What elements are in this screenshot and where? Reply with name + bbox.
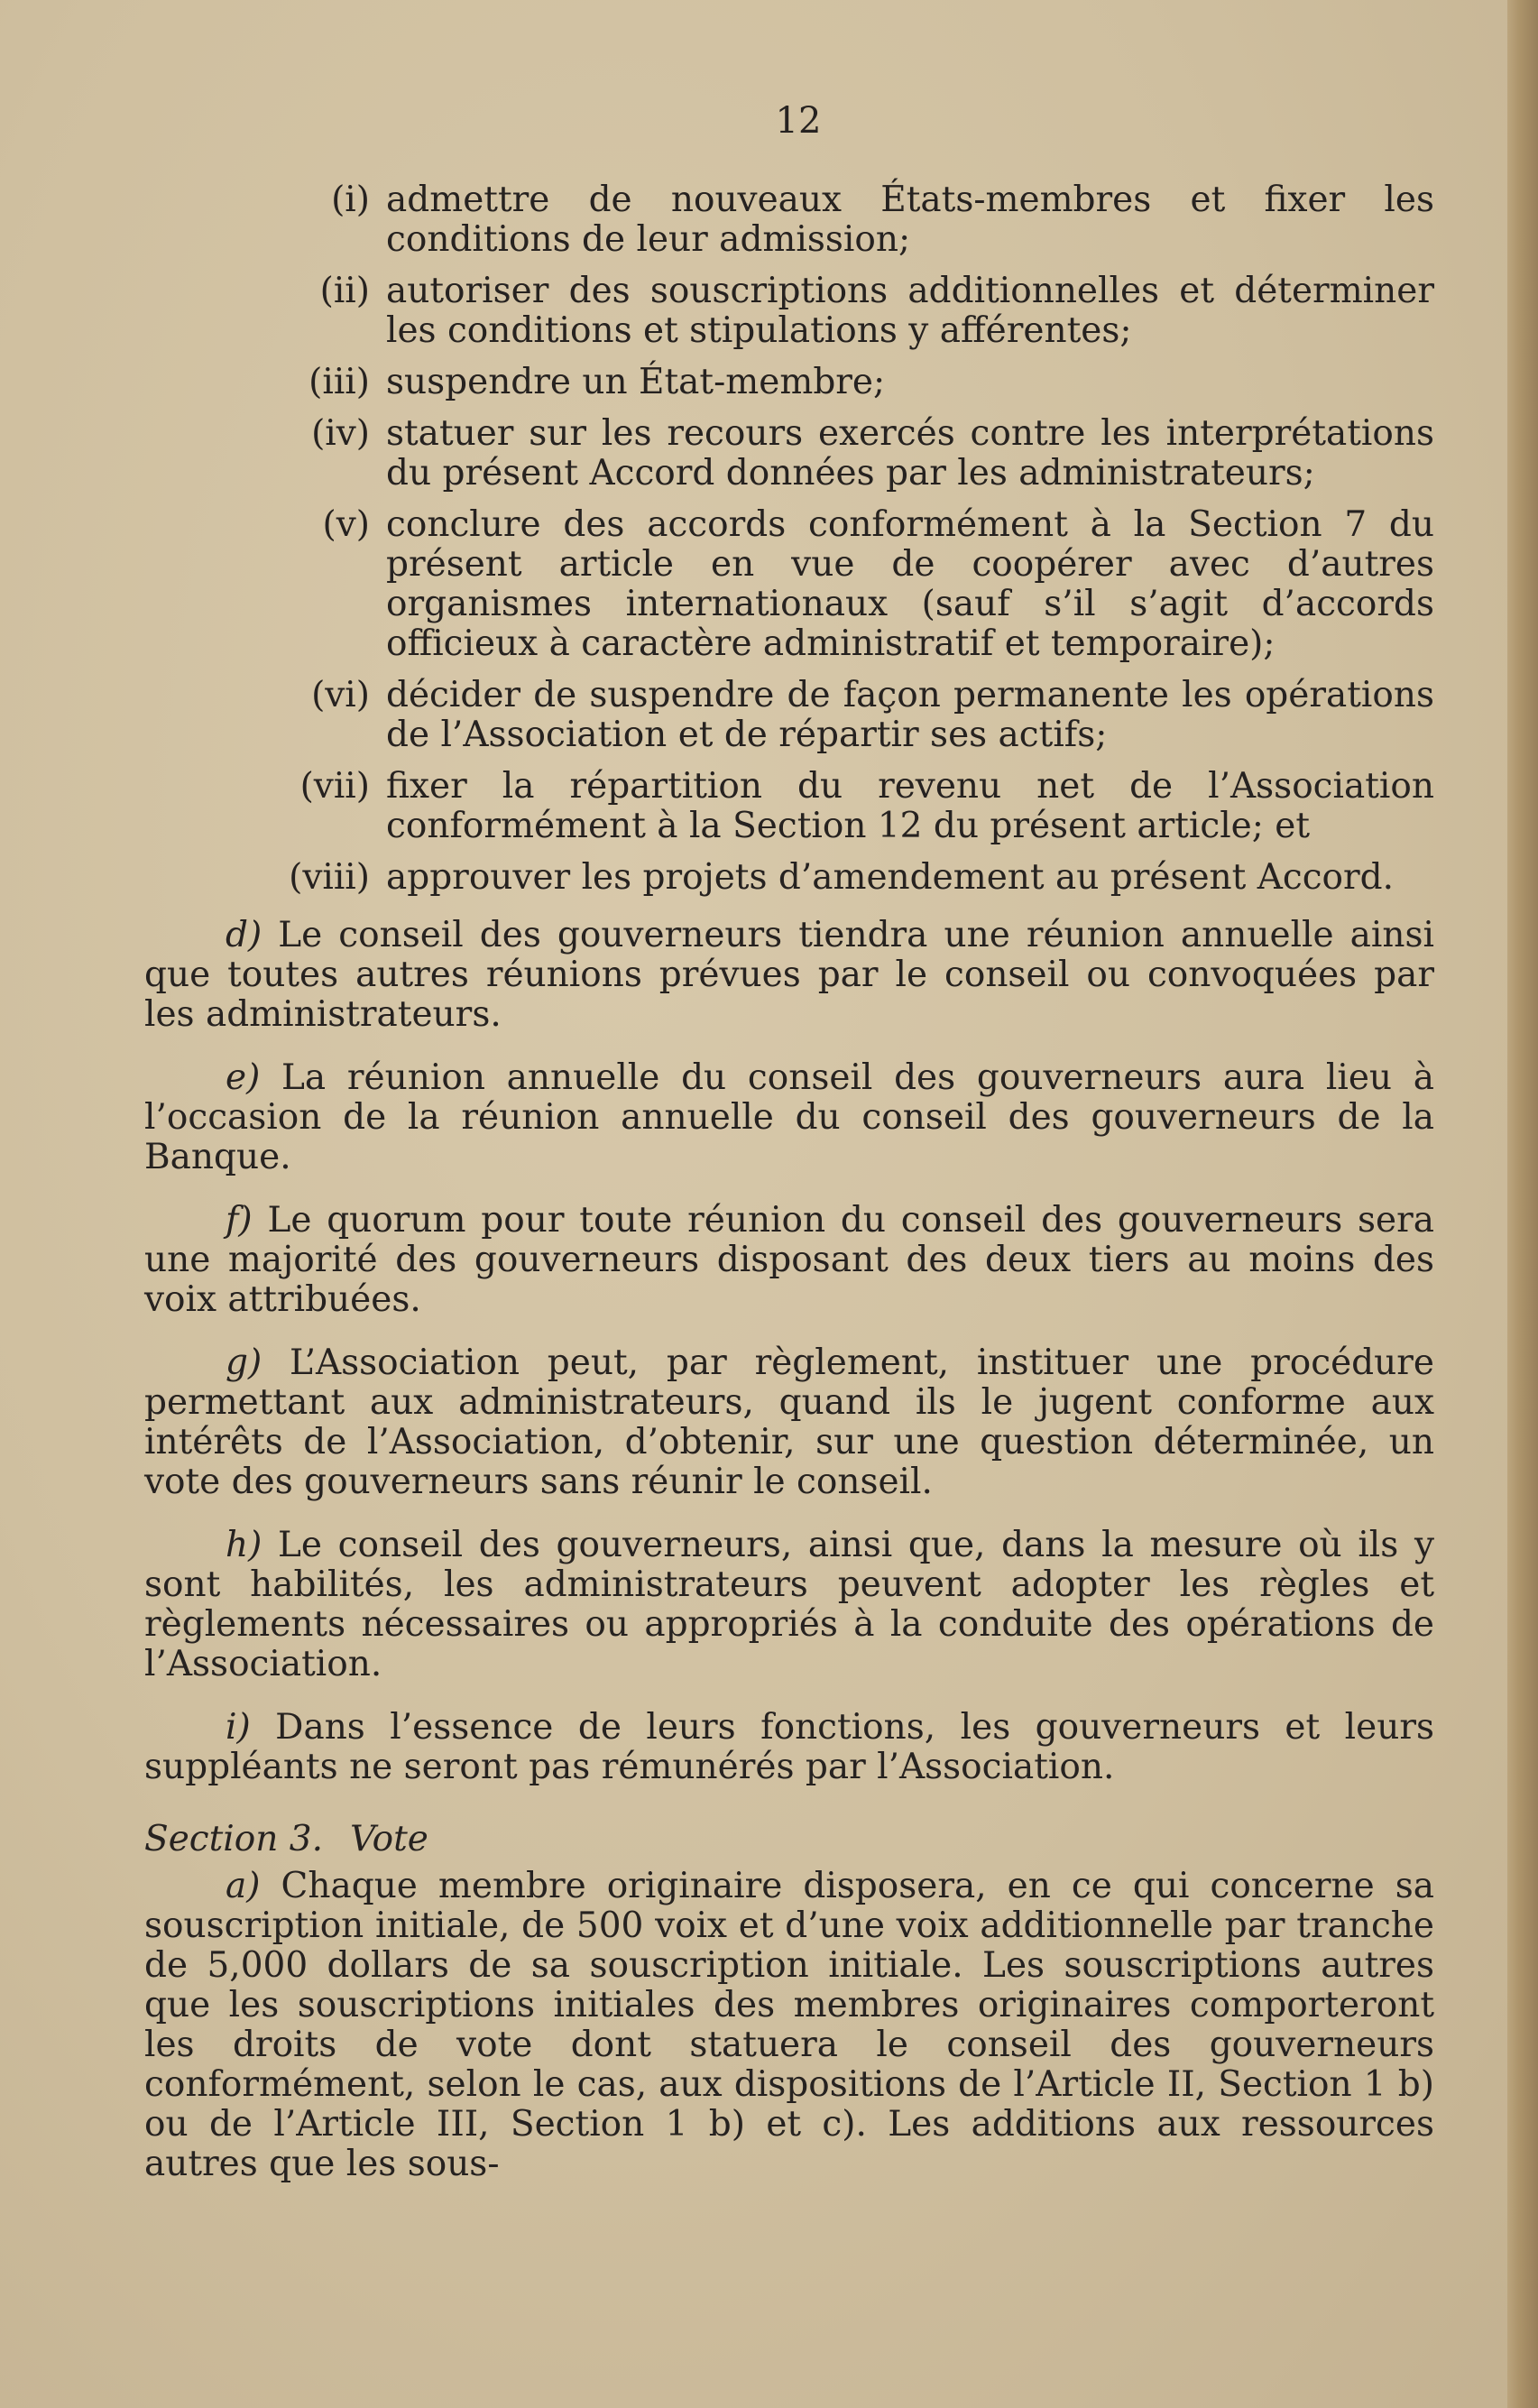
- list-item-text: admettre de nouveaux États-membres et fixer les conditions de leur admission;: [386, 180, 1434, 260]
- list-item-text: statuer sur les recours exercés contre les interprétations du présent Accord données par les administrateurs;: [386, 413, 1434, 494]
- paragraph-g: [144, 1343, 1434, 1502]
- list-item: [144, 180, 1434, 260]
- page-edge: [1507, 0, 1538, 2408]
- list-item: [144, 676, 1434, 755]
- paragraph-text: Dans l’essence de leurs fonctions, les gouverneurs et leurs suppléants ne seront pas rémunérés par l’Association.: [144, 1707, 1434, 1787]
- paragraph-text: Le conseil des gouverneurs, ainsi que, dans la mesure où ils y sont habilités, les administrateurs peuvent adopter les règles et règlements nécessaires ou appropriés à la conduite des opérations de l’Association.: [144, 1525, 1434, 1684]
- list-item: [144, 767, 1434, 846]
- list-item: [144, 414, 1434, 494]
- list-item-number: (vi): [311, 675, 370, 715]
- paragraph-text: Le quorum pour toute réunion du conseil des gouverneurs sera une majorité des gouverneurs disposant des deux tiers au moins des voix attribuées.: [144, 1200, 1434, 1320]
- paragraph-a: [144, 1867, 1434, 2184]
- list-item-number: (v): [322, 504, 370, 545]
- paragraph-text: La réunion annuelle du conseil des gouverneurs aura lieu à l’occasion de la réunion annuelle du conseil des gouverneurs de la Banque.: [144, 1057, 1434, 1177]
- section-number: Section 3.: [144, 1819, 323, 1859]
- paragraph-h: [144, 1526, 1434, 1684]
- paragraph-letter: i): [226, 1707, 251, 1748]
- list-item-text: conclure des accords conformément à la Section 7 du présent article en vue de coopérer avec d’autres organismes internationaux (sauf s’il s’agit d’accords officieux à caractère administratif et temporaire);: [386, 504, 1434, 664]
- list-item-number: (vii): [299, 766, 370, 807]
- list-item-text: approuver les projets d’amendement au présent Accord.: [386, 857, 1395, 898]
- list-item-text: suspendre un État-membre;: [386, 362, 886, 402]
- list-item: [144, 272, 1434, 351]
- list-item-text: autoriser des souscriptions additionnelles et déterminer les conditions et stipulations y afférentes;: [386, 271, 1434, 351]
- list-item: [144, 363, 1434, 402]
- powers-list: [144, 180, 1434, 898]
- list-item-number: (iii): [309, 362, 370, 402]
- list-item-number: (i): [331, 180, 370, 220]
- paragraph-letter: g): [226, 1342, 262, 1383]
- list-item: [144, 505, 1434, 664]
- paragraph-letter: f): [226, 1200, 253, 1241]
- section-title: Vote: [350, 1819, 428, 1859]
- paragraph-text: Chaque membre originaire disposera, en ce qui concerne sa souscription initiale, de 500 voix et d’une voix additionnelle par tranche de 5,000 dollars de sa souscription initiale. Les souscriptions autres que les souscriptions initiales des membres originaires comporteront les droits de vote dont statuera le conseil des gouverneurs conformément, selon le cas, aux dispositions de l’Article II, Section 1 b) ou de l’Article III, Section 1 b) et c). Les additions aux ressources autres que les sous-: [144, 1866, 1434, 2184]
- list-item-text: décider de suspendre de façon permanente les opérations de l’Association et de répartir ses actifs;: [386, 675, 1434, 755]
- paragraph-letter: a): [226, 1866, 261, 1906]
- paragraph-e: [144, 1058, 1434, 1177]
- list-item-number: (ii): [319, 271, 370, 311]
- paragraph-letter: d): [226, 915, 262, 955]
- page-number: 12: [775, 100, 822, 142]
- list-item-text: fixer la répartition du revenu net de l’Association conformément à la Section 12 du présent article; et: [386, 766, 1434, 846]
- page-content: [144, 101, 1434, 2208]
- paragraph-text: Le conseil des gouverneurs tiendra une réunion annuelle ainsi que toutes autres réunions prévues par le conseil ou convoquées par les administrateurs.: [144, 915, 1434, 1035]
- paragraph-f: [144, 1201, 1434, 1320]
- paragraph-text: L’Association peut, par règlement, instituer une procédure permettant aux administrateurs, quand ils le jugent conforme aux intérêts de l’Association, d’obtenir, sur une question déterminée, un vote des gouverneurs sans réunir le conseil.: [144, 1342, 1434, 1502]
- list-item-number: (viii): [289, 857, 370, 898]
- paragraph-d: [144, 916, 1434, 1035]
- list-item-number: (iv): [311, 413, 370, 454]
- paragraph-letter: e): [226, 1057, 261, 1098]
- section-heading: [144, 1820, 1434, 1859]
- list-item: [144, 858, 1434, 898]
- paragraph-i: [144, 1708, 1434, 1787]
- paragraph-letter: h): [226, 1525, 262, 1565]
